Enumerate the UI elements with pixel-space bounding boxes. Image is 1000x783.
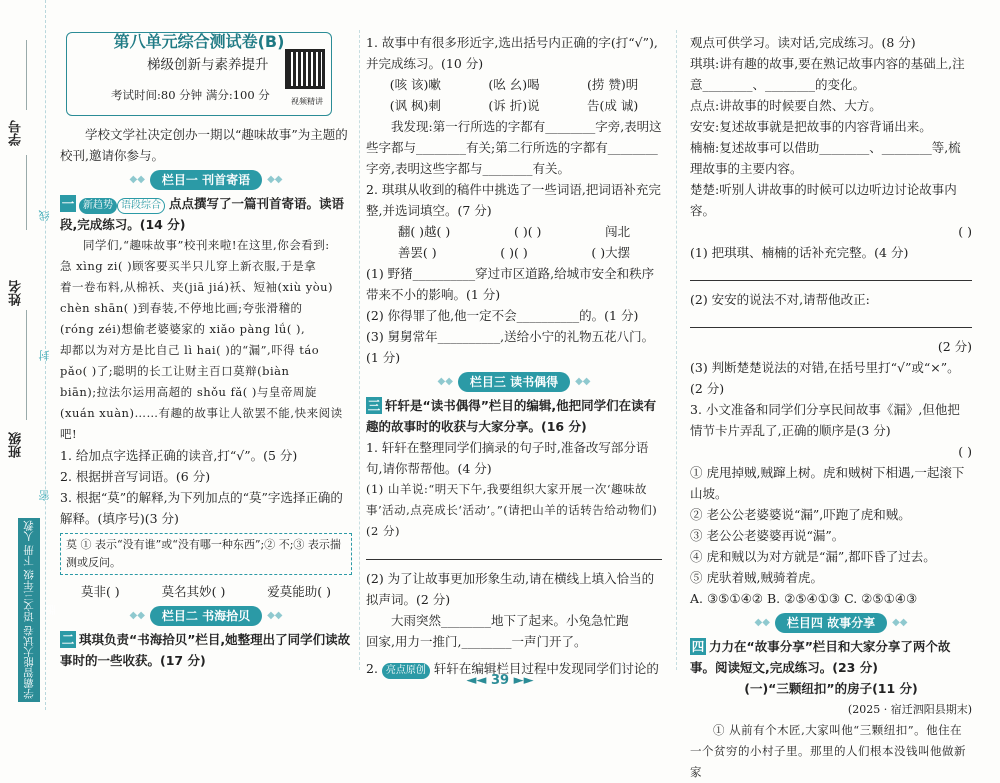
definition-note: 莫 ① 表示“没有谁”或“没有哪一种东西”;② 不;③ 表示揣测或反问。 xyxy=(60,533,352,575)
question-1 xyxy=(60,193,352,235)
subquestion: 3. 根据“莫”的解释,为下列加点的“莫”字选择正确的解释。(填序号)(3 分) xyxy=(60,490,343,526)
exam-subtitle: 梯级创新与素养提升 xyxy=(147,57,269,73)
word-blank[interactable]: 翻( )越( ) xyxy=(397,224,451,239)
question-number-icon: 一 xyxy=(61,196,75,211)
tag-type: 语段综合 xyxy=(117,198,165,214)
word-blank[interactable]: 善罢( ) xyxy=(397,245,437,260)
story-title: (一)“三颗纽扣”的房子(11 分) xyxy=(744,681,918,696)
cut-mark-seal: 封 xyxy=(38,350,51,361)
passage xyxy=(60,235,352,445)
column-left xyxy=(60,32,352,671)
dialogue-line: 楠楠:复述故事可以借助________、________等,梳理故事的主要内容。 xyxy=(690,140,961,176)
word-blank[interactable]: ( )大摆 xyxy=(591,245,631,260)
plot-card: ③ 老公公老婆婆再说“漏”。 xyxy=(690,528,845,543)
word-row xyxy=(366,221,662,242)
answer-line[interactable] xyxy=(690,267,972,281)
char-choice[interactable]: (吆 幺)喝 xyxy=(488,77,540,92)
subquestion: 3. 小文准备和同学们分享民间故事《漏》,但他把情节卡片弄乱了,正确的顺序是(3 分) xyxy=(690,402,960,438)
passage-line: 同学们,“趣味故事”校刊来啦!在这里,你会看到: xyxy=(83,238,330,252)
passage-line: (xuán xuàn)……有趣的故事让人欲罢不能,快来阅读吧! xyxy=(60,406,343,441)
dialogue-line: 点点:讲故事的时候要自然、大方。 xyxy=(690,98,882,113)
plot-card: ⑤ 虎驮着贼,贼骑着虎。 xyxy=(690,570,823,585)
section-banner-4: ◆◆ 栏目四 故事分享 ◆◆ xyxy=(690,612,972,633)
section-label: 栏目三 读书偶得 xyxy=(458,372,570,392)
exam-title: 第八单元综合测试卷(B) xyxy=(113,32,285,51)
subquestion: (1) 山羊说:“明天下午,我要组织大家开展一次‘趣味故事’活动,点亮成长‘活动’。”(请把山羊的话转告给动物们)(2 分) xyxy=(366,482,658,538)
passage-line: 着一卷布料,从棉袄、夹(jiā jiá)袄、短袖(xiù yòu) xyxy=(60,280,334,294)
dialogue-line: 楚楚:听别人讲故事的时候可以边听边讨论故事内容。 xyxy=(690,182,957,218)
passage-line: biān);拉法尔运用高超的 shǒu fǎ( )与皇帝周旋 xyxy=(60,385,317,399)
answer-line[interactable] xyxy=(366,546,662,560)
fill-sentence: (2) 你得罪了他,他一定不会__________的。(1 分) xyxy=(366,308,639,323)
dialogue-intro: 观点可供学习。读对话,完成练习。(8 分) xyxy=(690,35,916,50)
subquestion: 1. 给加点字选择正确的读音,打“√”。(5 分) xyxy=(60,448,298,463)
name-line xyxy=(26,310,27,420)
question-3 xyxy=(366,395,662,437)
subquestion: 2. 琪琪从收到的稿件中挑选了一些词语,把词语补充完整,并选词填空。(7 分) xyxy=(366,182,661,218)
question-text: 轩轩在编辑栏目过程中发现同学们讨论的 xyxy=(433,661,659,676)
subquestion: 1. 故事中有很多形近字,选出括号内正确的字(打“√”),并完成练习。(10 分) xyxy=(366,35,658,71)
plot-card: ② 老公公老婆婆说“漏”,吓跑了虎和贼。 xyxy=(690,507,911,522)
next-page-icon[interactable]: ►► xyxy=(513,673,534,688)
story-text: ① 从前有个木匠,大家叫他“三颗纽扣”。他住在一个贫穷的小村子里。那里的人们根本没钱叫他做新家 xyxy=(690,723,966,779)
passage-line: pǎo( )了;聪明的长工让财主百口莫辩(biàn xyxy=(60,364,290,378)
char-choice[interactable]: (讽 枫)刺 xyxy=(389,98,441,113)
question-number-icon: 四 xyxy=(691,639,705,654)
question-number-icon: 二 xyxy=(61,632,75,647)
char-row xyxy=(366,95,662,116)
subquestion: (2) 为了让故事更加形象生动,请在横线上填入恰当的拟声词。(2 分) xyxy=(366,571,655,607)
char-row xyxy=(366,74,662,95)
section-label: 栏目二 书海拾贝 xyxy=(150,606,262,626)
story-source: (2025 · 宿迁泗阳县期末) xyxy=(847,703,972,716)
exam-meta: 考试时间:80 分钟 满分:100 分 xyxy=(111,88,270,102)
plot-card: ① 虎甩掉贼,贼蹿上树。虎和贼树下相遇,一起滚下山坡。 xyxy=(690,465,965,501)
passage-line: chèn shān( )到春装,不停地比画;夸张滑稽的 xyxy=(60,301,303,315)
rain-text: 回家,用力一推门,________一声门开了。 xyxy=(366,634,587,649)
mo-answers xyxy=(60,581,352,602)
section-banner-3: ◆◆ 栏目三 读书偶得 ◆◆ xyxy=(366,371,662,392)
word-blank[interactable]: ( )( ) xyxy=(513,224,542,239)
section-label: 栏目四 故事分享 xyxy=(775,613,887,633)
word-blank[interactable]: ( )( ) xyxy=(500,245,528,260)
subquestion: (2) 安安的说法不对,请帮他改正: xyxy=(690,292,870,307)
word-row xyxy=(366,242,662,263)
student-id-label: 学号 xyxy=(9,120,24,146)
prev-page-icon[interactable]: ◄◄ xyxy=(466,673,487,688)
cut-mark-line: 线 xyxy=(38,210,51,221)
fill-sentence: (3) 舅舅常年__________,送给小宁的礼物五花八门。(1 分) xyxy=(366,329,655,365)
discovery-text: 我发现:第一行所选的字都有________字旁,表明这些字都与________有关;第二行所选的字都有________字旁,表明这些字都与________有关。 xyxy=(366,119,662,176)
question-text: 轩轩是“读书偶得”栏目的编辑,他把同学们在读有趣的故事时的收获与大家分享。(16 分) xyxy=(366,398,657,434)
page-footer xyxy=(0,670,1000,691)
intro-text: 学校文学社决定创办一期以“趣味故事”为主题的校刊,邀请你参与。 xyxy=(60,127,348,163)
section-banner-2: ◆◆ 栏目二 书海拾贝 ◆◆ xyxy=(60,605,352,626)
id-line xyxy=(26,40,27,110)
qr-code-icon[interactable] xyxy=(285,49,325,89)
binding-margin xyxy=(0,0,57,710)
char-choice[interactable]: (咳 该)嗽 xyxy=(389,77,441,92)
question-text: 点点撰写了一篇刊首寄语。读语段,完成练习。(14 分) xyxy=(60,196,344,232)
plot-card: ④ 虎和贼以为对方就是“漏”,都吓昏了过去。 xyxy=(690,549,936,564)
section-banner-1: ◆◆ 栏目一 刊首寄语 ◆◆ xyxy=(60,169,352,190)
subquestion: (3) 判断楚楚说法的对错,在括号里打“√”或“×”。(2 分) xyxy=(690,360,960,396)
answer-paren[interactable]: ( ) xyxy=(958,444,972,459)
dialogue-line: 安安:复述故事就是把故事的内容背诵出来。 xyxy=(690,119,932,134)
passage-line: 急 xìng zi( )顾客要买半只儿穿上新衣服,于是拿 xyxy=(60,259,317,273)
score: (2 分) xyxy=(937,339,972,354)
rain-text: 大雨突然________地下了起来。小兔急忙跑 xyxy=(391,613,629,628)
subquestion: 2. 根据拼音写词语。(6 分) xyxy=(60,469,211,484)
answer-line[interactable] xyxy=(690,314,972,328)
passage-line: (róng zéi)想偷老婆婆家的 xiǎo pàng lǘ( ), xyxy=(60,322,306,336)
question-number-icon: 三 xyxy=(367,398,381,413)
dialogue-line: 琪琪:讲有趣的故事,要在熟记故事内容的基础上,注意________、________的变化。 xyxy=(690,56,965,92)
qr-caption: 视频精讲 xyxy=(291,97,323,106)
question-text: 琪琪负责“书海拾贝”栏目,她整理出了同学们读故事时的一些收获。(17 分) xyxy=(60,632,351,668)
name-label: 姓名 xyxy=(9,280,24,306)
answer-paren[interactable]: ( ) xyxy=(958,224,972,239)
column-middle xyxy=(366,32,662,679)
subquestion: (1) 把琪琪、楠楠的话补充完整。(4 分) xyxy=(690,245,909,260)
char-choice[interactable]: 告(成 诚) xyxy=(587,98,639,113)
column-divider xyxy=(359,30,360,670)
tag-original: 亮点原创 xyxy=(382,663,430,679)
page-number: 39 xyxy=(490,673,510,688)
char-choice[interactable]: (诉 折)说 xyxy=(488,98,540,113)
question-text: 力力在“故事分享”栏目和大家分享了两个故事。阅读短文,完成练习。(23 分) xyxy=(690,639,951,675)
char-choice[interactable]: (捞 赞)明 xyxy=(587,77,639,92)
answer-options[interactable]: A. ③⑤①④② B. ②⑤④①③ C. ②⑤①④③ xyxy=(690,591,918,606)
tag-trend: 新趋势 xyxy=(79,198,117,214)
class-label: 班级 xyxy=(9,432,24,458)
cut-mark-secret: 密 xyxy=(38,490,51,501)
answer-blank[interactable]: 莫名其妙( ) xyxy=(161,584,226,599)
id-line-2 xyxy=(26,155,27,230)
answer-blank[interactable]: 爱莫能助( ) xyxy=(267,584,331,599)
fill-sentence: (1) 野猪__________穿过市区道路,给城市安全和秩序带来不小的影响。(1 分) xyxy=(366,266,655,302)
header-box xyxy=(66,32,332,116)
word-blank[interactable]: 闯北 xyxy=(605,224,631,239)
question-2 xyxy=(60,629,352,671)
section-label: 栏目一 刊首寄语 xyxy=(150,170,262,190)
answer-blank[interactable]: 莫非( ) xyxy=(80,584,120,599)
passage-line: 却都以为对方是比自己 lì hai( )的“漏”,吓得 táo xyxy=(60,343,320,357)
subquestion: 1. 轩轩在整理同学们摘录的句子时,准备改写部分语句,请你帮帮他。(4 分) xyxy=(366,440,649,476)
column-divider xyxy=(676,30,677,670)
brand-strip: 学霸智能大试卷 语文三年级 下册 人教版 xyxy=(18,518,40,702)
subquestion-number: 2. xyxy=(366,661,378,676)
